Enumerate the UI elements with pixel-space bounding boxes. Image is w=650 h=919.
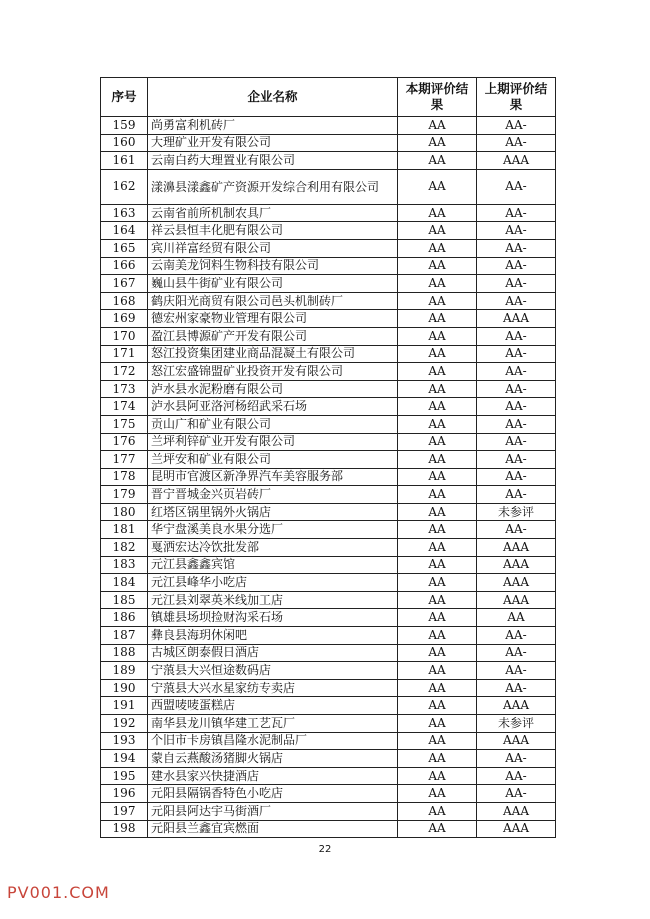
table-header-row [101,78,556,117]
watermark-text: PV001.COM [7,883,110,902]
current-rating-cell: AA [398,380,477,398]
previous-rating-cell: AAA [477,152,556,170]
current-rating-cell: AA [398,556,477,574]
table-body [101,117,556,838]
table-row [101,539,556,557]
table-row [101,398,556,416]
serial-number-cell: 174 [101,398,148,416]
current-rating-cell: AA [398,117,477,135]
current-rating-cell: AA [398,591,477,609]
previous-rating-cell: AA- [477,117,556,135]
table-row [101,134,556,152]
serial-number-cell: 181 [101,521,148,539]
previous-rating-cell: AA- [477,363,556,381]
current-rating-cell: AA [398,609,477,627]
company-name-cell: 彝良县海玥休闲吧 [148,627,398,645]
table-row [101,715,556,733]
table-row [101,679,556,697]
serial-number-cell: 159 [101,117,148,135]
company-name-cell: 戛洒宏达冷饮批发部 [148,539,398,557]
company-name-cell: 华宁盘溪美良水果分选厂 [148,521,398,539]
previous-rating-cell: AA- [477,380,556,398]
table-row [101,785,556,803]
company-name-cell: 祥云县恒丰化肥有限公司 [148,222,398,240]
table-row [101,169,556,204]
current-rating-cell: AA [398,820,477,838]
table-row [101,662,556,680]
company-name-cell: 盈江县博源矿产开发有限公司 [148,327,398,345]
serial-number-cell: 169 [101,310,148,328]
serial-number-cell: 162 [101,169,148,204]
company-name-cell: 怒江投资集团建业商品混凝土有限公司 [148,345,398,363]
company-name-cell: 个旧市卡房镇昌隆水泥制品厂 [148,732,398,750]
current-rating-cell: AA [398,275,477,293]
table-row [101,292,556,310]
serial-number-cell: 193 [101,732,148,750]
previous-rating-cell: AA- [477,257,556,275]
previous-rating-cell: AAA [477,310,556,328]
current-rating-cell: AA [398,345,477,363]
serial-number-cell: 166 [101,257,148,275]
current-rating-cell: AA [398,152,477,170]
previous-rating-cell: AA- [477,134,556,152]
serial-number-cell: 179 [101,486,148,504]
table-row [101,310,556,328]
current-rating-cell: AA [398,503,477,521]
table-row [101,503,556,521]
table-row [101,380,556,398]
serial-number-cell: 187 [101,627,148,645]
serial-number-cell: 188 [101,644,148,662]
company-name-cell: 元江县鑫鑫宾馆 [148,556,398,574]
table-row [101,257,556,275]
serial-number-cell: 171 [101,345,148,363]
current-rating-cell: AA [398,785,477,803]
previous-rating-cell: AAA [477,574,556,592]
table-row [101,117,556,135]
current-rating-cell: AA [398,732,477,750]
company-name-cell: 云南美龙饲料生物科技有限公司 [148,257,398,275]
company-name-cell: 云南省前所机制农具厂 [148,204,398,222]
previous-rating-cell: AAA [477,820,556,838]
current-rating-cell: AA [398,433,477,451]
company-name-cell: 宁蒗县大兴恒途数码店 [148,662,398,680]
table-row [101,521,556,539]
previous-rating-cell: AA- [477,345,556,363]
serial-number-cell: 176 [101,433,148,451]
header-serial-number: 序号 [101,78,148,117]
current-rating-cell: AA [398,222,477,240]
previous-rating-cell: AA- [477,785,556,803]
serial-number-cell: 182 [101,539,148,557]
previous-rating-cell: AAA [477,591,556,609]
current-rating-cell: AA [398,627,477,645]
previous-rating-cell: 未参评 [477,715,556,733]
previous-rating-cell: AA- [477,415,556,433]
serial-number-cell: 160 [101,134,148,152]
current-rating-cell: AA [398,574,477,592]
current-rating-cell: AA [398,715,477,733]
company-name-cell: 红塔区锅里锅外火锅店 [148,503,398,521]
current-rating-cell: AA [398,204,477,222]
previous-rating-cell: AA- [477,275,556,293]
header-current-rating: 本期评价结果 [398,78,477,117]
company-name-cell: 建水县家兴快捷酒店 [148,767,398,785]
current-rating-cell: AA [398,679,477,697]
company-name-cell: 大理矿业开发有限公司 [148,134,398,152]
serial-number-cell: 190 [101,679,148,697]
company-name-cell: 元江县刘翠英米线加工店 [148,591,398,609]
serial-number-cell: 198 [101,820,148,838]
serial-number-cell: 195 [101,767,148,785]
serial-number-cell: 168 [101,292,148,310]
current-rating-cell: AA [398,398,477,416]
company-name-cell: 贡山广和矿业有限公司 [148,415,398,433]
previous-rating-cell: AA- [477,750,556,768]
previous-rating-cell: 未参评 [477,503,556,521]
serial-number-cell: 161 [101,152,148,170]
table-row [101,451,556,469]
previous-rating-cell: AA- [477,644,556,662]
current-rating-cell: AA [398,767,477,785]
company-name-cell: 兰坪安和矿业有限公司 [148,451,398,469]
table-row [101,327,556,345]
table-row [101,732,556,750]
table-row [101,697,556,715]
previous-rating-cell: AA [477,609,556,627]
table-row [101,644,556,662]
company-name-cell: 元江县峰华小吃店 [148,574,398,592]
current-rating-cell: AA [398,257,477,275]
page-number: 22 [318,844,332,855]
table-row [101,415,556,433]
current-rating-cell: AA [398,169,477,204]
current-rating-cell: AA [398,697,477,715]
rating-table-container [100,77,555,838]
header-company-name: 企业名称 [148,78,398,117]
serial-number-cell: 192 [101,715,148,733]
company-name-cell: 蒙自云燕酸汤猪脚火锅店 [148,750,398,768]
previous-rating-cell: AA- [477,204,556,222]
header-previous-rating: 上期评价结果 [477,78,556,117]
company-name-cell: 宁蒗县大兴水星家纺专卖店 [148,679,398,697]
company-name-cell: 泸水县阿亚洛河杨绍武采石场 [148,398,398,416]
company-name-cell: 宾川祥富经贸有限公司 [148,239,398,257]
previous-rating-cell: AA- [477,239,556,257]
current-rating-cell: AA [398,451,477,469]
serial-number-cell: 184 [101,574,148,592]
table-row [101,204,556,222]
previous-rating-cell: AA- [477,433,556,451]
table-row [101,152,556,170]
serial-number-cell: 185 [101,591,148,609]
table-row [101,767,556,785]
previous-rating-cell: AA- [477,169,556,204]
company-name-cell: 怒江宏盛锦盟矿业投资开发有限公司 [148,363,398,381]
table-row [101,275,556,293]
company-name-cell: 尚勇富利机砖厂 [148,117,398,135]
current-rating-cell: AA [398,415,477,433]
table-row [101,363,556,381]
previous-rating-cell: AA- [477,486,556,504]
company-name-cell: 晋宁晋城金兴页岩砖厂 [148,486,398,504]
current-rating-cell: AA [398,239,477,257]
serial-number-cell: 180 [101,503,148,521]
serial-number-cell: 173 [101,380,148,398]
serial-number-cell: 165 [101,239,148,257]
serial-number-cell: 178 [101,468,148,486]
previous-rating-cell: AA- [477,627,556,645]
serial-number-cell: 175 [101,415,148,433]
current-rating-cell: AA [398,486,477,504]
previous-rating-cell: AAA [477,697,556,715]
previous-rating-cell: AA- [477,451,556,469]
serial-number-cell: 163 [101,204,148,222]
previous-rating-cell: AAA [477,556,556,574]
table-row [101,609,556,627]
table-row [101,574,556,592]
current-rating-cell: AA [398,644,477,662]
current-rating-cell: AA [398,802,477,820]
previous-rating-cell: AA- [477,327,556,345]
current-rating-cell: AA [398,521,477,539]
company-name-cell: 德宏州家豪物业管理有限公司 [148,310,398,328]
current-rating-cell: AA [398,134,477,152]
table-row [101,222,556,240]
current-rating-cell: AA [398,750,477,768]
company-name-cell: 古城区朗泰假日酒店 [148,644,398,662]
table-row [101,239,556,257]
current-rating-cell: AA [398,292,477,310]
table-row [101,820,556,838]
previous-rating-cell: AA- [477,662,556,680]
rating-table [100,77,556,838]
company-name-cell: 云南白药大理置业有限公司 [148,152,398,170]
company-name-cell: 巍山县牛街矿业有限公司 [148,275,398,293]
serial-number-cell: 186 [101,609,148,627]
previous-rating-cell: AA- [477,398,556,416]
serial-number-cell: 189 [101,662,148,680]
company-name-cell: 镇雄县场坝捡财沟采石场 [148,609,398,627]
company-name-cell: 鹤庆阳光商贸有限公司邑头机制砖厂 [148,292,398,310]
previous-rating-cell: AAA [477,732,556,750]
table-row [101,591,556,609]
current-rating-cell: AA [398,468,477,486]
serial-number-cell: 167 [101,275,148,293]
previous-rating-cell: AA- [477,767,556,785]
serial-number-cell: 196 [101,785,148,803]
serial-number-cell: 164 [101,222,148,240]
table-row [101,345,556,363]
table-row [101,486,556,504]
serial-number-cell: 183 [101,556,148,574]
table-row [101,433,556,451]
previous-rating-cell: AA- [477,222,556,240]
serial-number-cell: 194 [101,750,148,768]
previous-rating-cell: AAA [477,539,556,557]
company-name-cell: 漾濞县漾鑫矿产资源开发综合利用有限公司 [148,169,398,204]
current-rating-cell: AA [398,539,477,557]
serial-number-cell: 177 [101,451,148,469]
table-row [101,468,556,486]
table-row [101,750,556,768]
company-name-cell: 昆明市官渡区新净界汽车美容服务部 [148,468,398,486]
current-rating-cell: AA [398,327,477,345]
serial-number-cell: 170 [101,327,148,345]
previous-rating-cell: AA- [477,521,556,539]
serial-number-cell: 172 [101,363,148,381]
company-name-cell: 元阳县阿达宇马街酒厂 [148,802,398,820]
current-rating-cell: AA [398,662,477,680]
company-name-cell: 西盟唛唛蛋糕店 [148,697,398,715]
company-name-cell: 元阳县兰鑫宜宾燃面 [148,820,398,838]
table-row [101,627,556,645]
current-rating-cell: AA [398,363,477,381]
previous-rating-cell: AA- [477,292,556,310]
current-rating-cell: AA [398,310,477,328]
previous-rating-cell: AAA [477,802,556,820]
company-name-cell: 泸水县水泥粉磨有限公司 [148,380,398,398]
table-row [101,802,556,820]
previous-rating-cell: AA- [477,468,556,486]
company-name-cell: 兰坪利锌矿业开发有限公司 [148,433,398,451]
table-row [101,556,556,574]
company-name-cell: 南华县龙川镇华建工艺瓦厂 [148,715,398,733]
previous-rating-cell: AA- [477,679,556,697]
serial-number-cell: 191 [101,697,148,715]
serial-number-cell: 197 [101,802,148,820]
company-name-cell: 元阳县隔锅香特色小吃店 [148,785,398,803]
